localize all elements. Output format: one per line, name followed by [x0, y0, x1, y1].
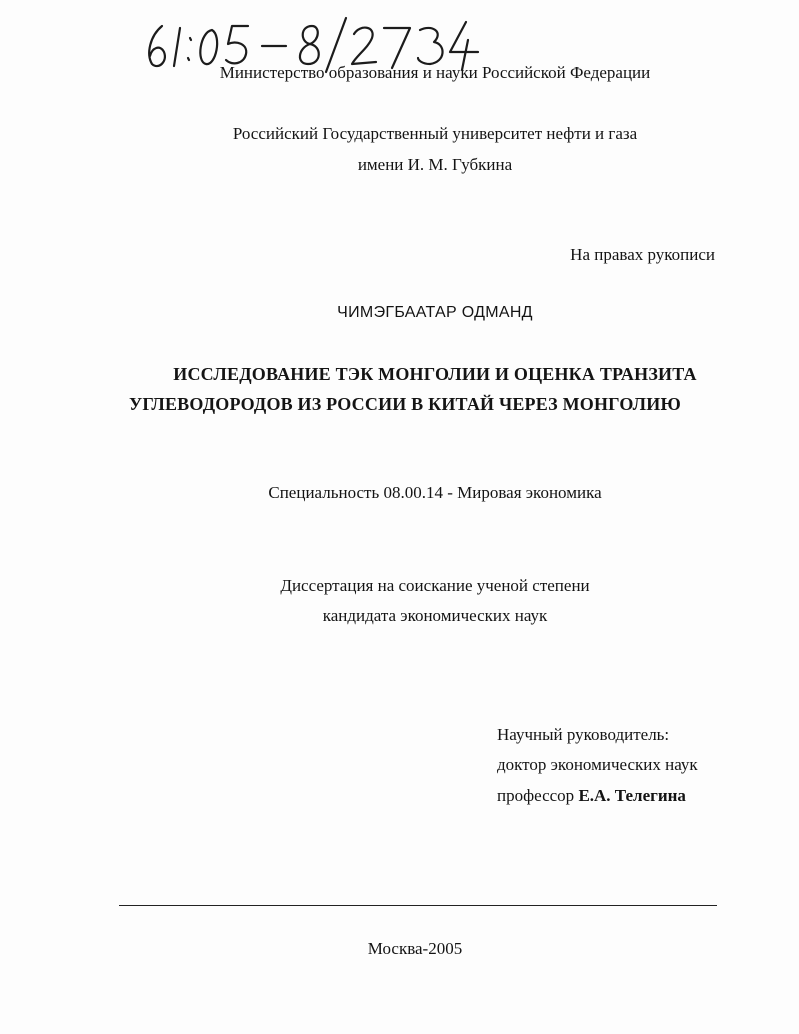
footer-divider	[119, 905, 717, 906]
university-name-line2: имени И. М. Губкина	[357, 155, 513, 174]
dissertation-title-line2: УГЛЕВОДОРОДОВ ИЗ РОССИИ В КИТАЙ ЧЕРЕЗ МОНГОЛИЮ	[129, 394, 681, 414]
supervisor-degree: доктор экономических наук	[497, 755, 698, 774]
supervisor-name-line	[497, 786, 686, 806]
city-year: Москва-2005	[367, 939, 463, 958]
university-name-line1: Российский Государственный университет нефти и газа	[232, 124, 638, 143]
specialty-line: Специальность 08.00.14 - Мировая экономика	[268, 483, 602, 502]
supervisor-heading: Научный руководитель:	[497, 725, 670, 744]
supervisor-name: Е.А. Телегина	[578, 786, 686, 805]
dissertation-title-line1: ИССЛЕДОВАНИЕ ТЭК МОНГОЛИИ И ОЦЕНКА ТРАНЗИТА	[173, 364, 697, 384]
degree-line2: кандидата экономических наук	[322, 606, 548, 625]
supervisor-title: профессор	[497, 786, 579, 805]
ministry-line: Министерство образования и науки Российской Федерации	[219, 63, 651, 82]
degree-line1: Диссертация на соискание ученой степени	[280, 576, 590, 595]
manuscript-rights-note: На правах рукописи	[570, 245, 715, 264]
author-name: ЧИМЭГБААТАР ОДМАНД	[337, 304, 533, 321]
